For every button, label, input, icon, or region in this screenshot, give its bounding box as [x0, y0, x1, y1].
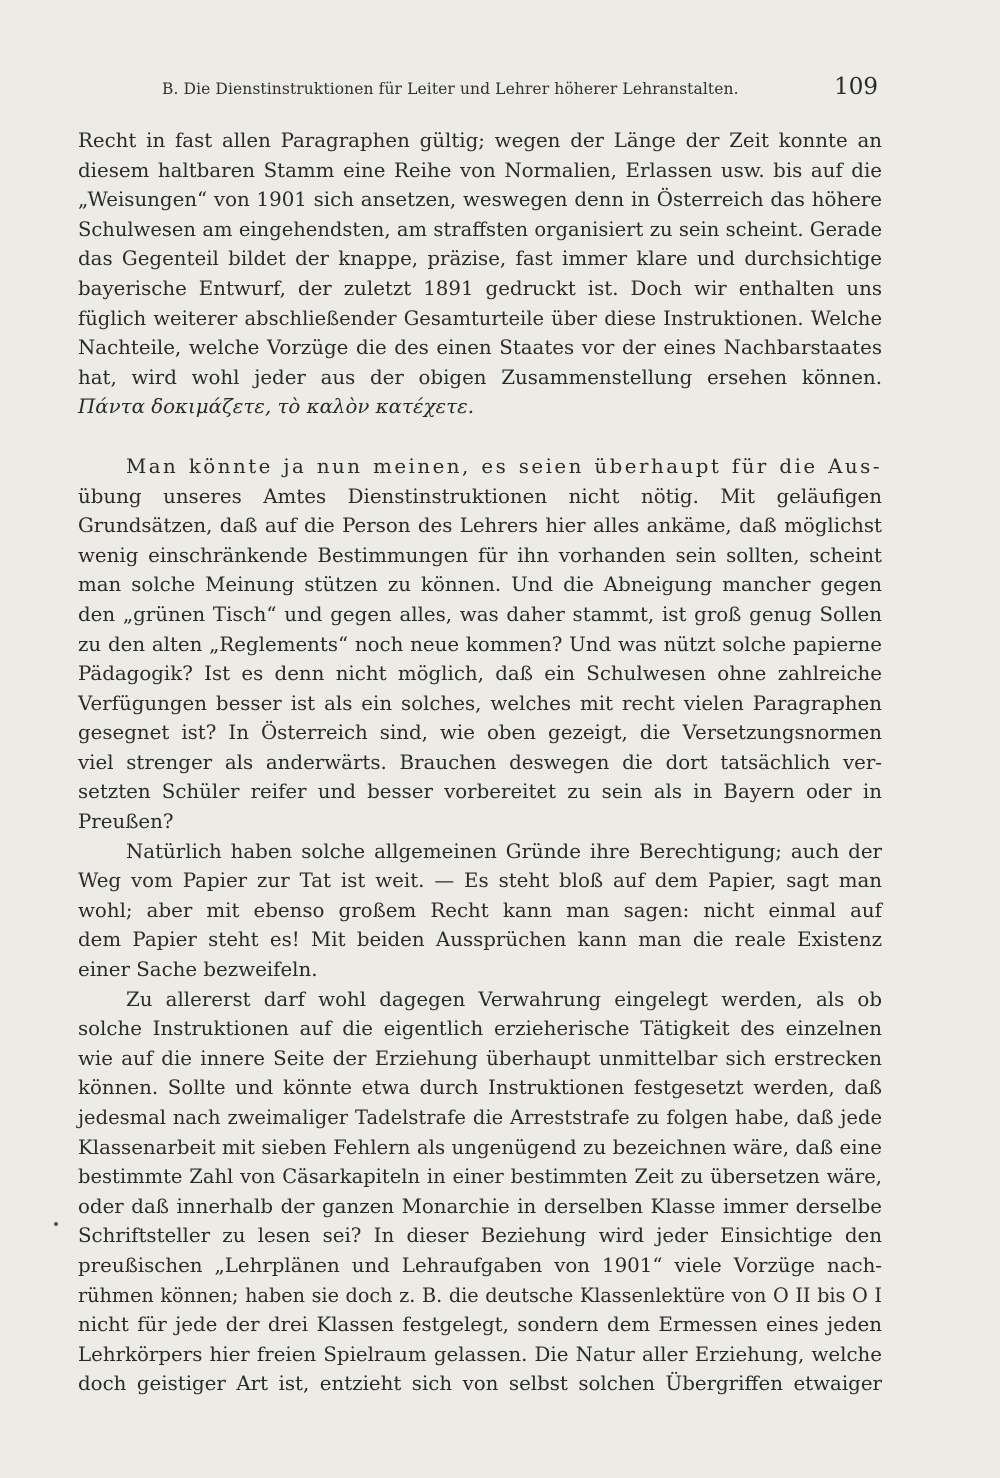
- text-line: doch geistiger Art ist, entzieht sich von selbst solchen Übergriffen etwaiger: [78, 1372, 882, 1396]
- text-line: übung unseres Amtes Dienstinstruktionen nicht nötig. Mit geläufigen: [78, 484, 882, 508]
- text-line: Schriftsteller zu lesen sei? In dieser Beziehung wird jeder Einsichtige den: [78, 1224, 882, 1248]
- text-line: Verfügungen besser ist als ein solches, welches mit recht vielen Paragraphen: [78, 691, 882, 715]
- text-line: gesegnet ist? In Österreich sind, wie oben gezeigt, die Versetzungsnormen: [78, 721, 882, 745]
- text-line: Natürlich haben solche allgemeinen Gründe ihre Berechtigung; auch der: [126, 839, 882, 863]
- body-text: [78, 126, 882, 1399]
- text-line: Schulwesen am eingehendsten, am straffsten organisiert zu sein scheint. Gerade: [78, 217, 882, 241]
- text-line: zu den alten „Reglements“ noch neue kommen? Und was nützt solche papierne: [78, 632, 882, 656]
- text-line: Grundsätzen, daß auf die Person des Lehrers hier alles ankäme, daß möglichst: [78, 514, 882, 538]
- ink-speck: [54, 1222, 58, 1226]
- text-line: nicht für jede der drei Klassen festgelegt, sondern dem Ermessen eines jeden: [78, 1313, 882, 1337]
- section-gap: [78, 422, 882, 452]
- text-line: Man könnte ja nun meinen, es seien überhaupt für die Aus-: [126, 454, 882, 478]
- text-line: Lehrkörpers hier freien Spielraum gelassen. Die Natur aller Erziehung, welche: [78, 1342, 882, 1366]
- text-line: können. Sollte und könnte etwa durch Instruktionen festgesetzt werden, daß: [78, 1076, 882, 1100]
- text-line: man solche Meinung stützen zu können. Und die Abneigung mancher gegen: [78, 573, 882, 597]
- text-line: solche Instruktionen auf die eigentlich erzieherische Tätigkeit des einzelnen: [78, 1017, 882, 1041]
- paragraph: [78, 126, 882, 422]
- text-line: Weg vom Papier zur Tat ist weit. — Es steht bloß auf dem Papier, sagt man: [78, 869, 882, 893]
- text-line: hat, wird wohl jeder aus der obigen Zusammenstellung ersehen können.: [78, 365, 882, 389]
- text-line: Pädagogik? Ist es denn nicht möglich, daß ein Schulwesen ohne zahlreiche: [78, 662, 882, 686]
- paragraph: [78, 985, 882, 1399]
- paragraph: [78, 837, 882, 985]
- text-line: füglich weiterer abschließender Gesamturteile über diese Instruktionen. Welche: [78, 306, 882, 330]
- running-header-title: B. Die Dienstinstruktionen für Leiter und Lehrer höherer Lehranstalten.: [162, 80, 739, 98]
- text-line: Recht in fast allen Paragraphen gültig; wegen der Länge der Zeit konnte an: [78, 129, 882, 152]
- paragraph: [78, 452, 882, 837]
- text-line: jedesmal nach zweimaliger Tadelstrafe die Arreststrafe zu folgen habe, daß jede: [78, 1106, 882, 1129]
- text-line: Zu allererst darf wohl dagegen Verwahrung eingelegt werden, als ob: [126, 987, 882, 1011]
- text-line: preußischen „Lehrplänen und Lehraufgaben von 1901“ viele Vorzüge nach-: [78, 1253, 882, 1277]
- text-line: wenig einschränkende Bestimmungen für ihn vorhanden sein sollten, scheint: [78, 543, 882, 567]
- text-line: bestimmte Zahl von Cäsarkapiteln in einer bestimmten Zeit zu übersetzen wäre,: [78, 1165, 882, 1189]
- text-line: einer Sache bezweifeln.: [78, 958, 318, 982]
- text-line: setzten Schüler reifer und besser vorbereitet zu sein als in Bayern oder in: [78, 780, 882, 804]
- page-number: 109: [834, 74, 878, 100]
- text-line: „Weisungen“ von 1901 sich ansetzen, weswegen denn in Österreich das höhere: [78, 188, 882, 212]
- text-line: wohl; aber mit ebenso großem Recht kann man sagen: nicht einmal auf: [78, 898, 882, 922]
- text-line: Klassenarbeit mit sieben Fehlern als ungenügend zu bezeichnen wäre, daß eine: [78, 1135, 882, 1159]
- text-line: viel strenger als anderwärts. Brauchen deswegen die dort tatsächlich ver-: [78, 750, 882, 774]
- text-line: Nachteile, welche Vorzüge die des einen Staates vor der eines Nachbarstaates: [78, 336, 882, 360]
- greek-quote-line: Πάντα δοκιμάζετε, τὸ καλὸν κατέχετε.: [78, 395, 475, 419]
- text-line: Preußen?: [78, 810, 174, 834]
- text-line: wie auf die innere Seite der Erziehung überhaupt unmittelbar sich erstrecken: [78, 1046, 882, 1070]
- text-line: rühmen können; haben sie doch z. B. die deutsche Klassenlektüre von O II bis O I: [78, 1283, 882, 1307]
- text-line: dem Papier steht es! Mit beiden Aussprüchen kann man die reale Existenz: [78, 928, 882, 952]
- text-line: bayerische Entwurf, der zuletzt 1891 gedruckt ist. Doch wir enthalten uns: [78, 276, 882, 300]
- text-line: den „grünen Tisch“ und gegen alles, was daher stammt, ist groß genug Sollen: [78, 602, 882, 626]
- text-line: das Gegenteil bildet der knappe, präzise, fast immer klare und durchsichtige: [78, 247, 882, 271]
- text-line: diesem haltbaren Stamm eine Reihe von Normalien, Erlassen usw. bis auf die: [78, 158, 882, 182]
- running-header: [162, 74, 882, 108]
- text-line: oder daß innerhalb der ganzen Monarchie in derselben Klasse immer derselbe: [78, 1194, 882, 1218]
